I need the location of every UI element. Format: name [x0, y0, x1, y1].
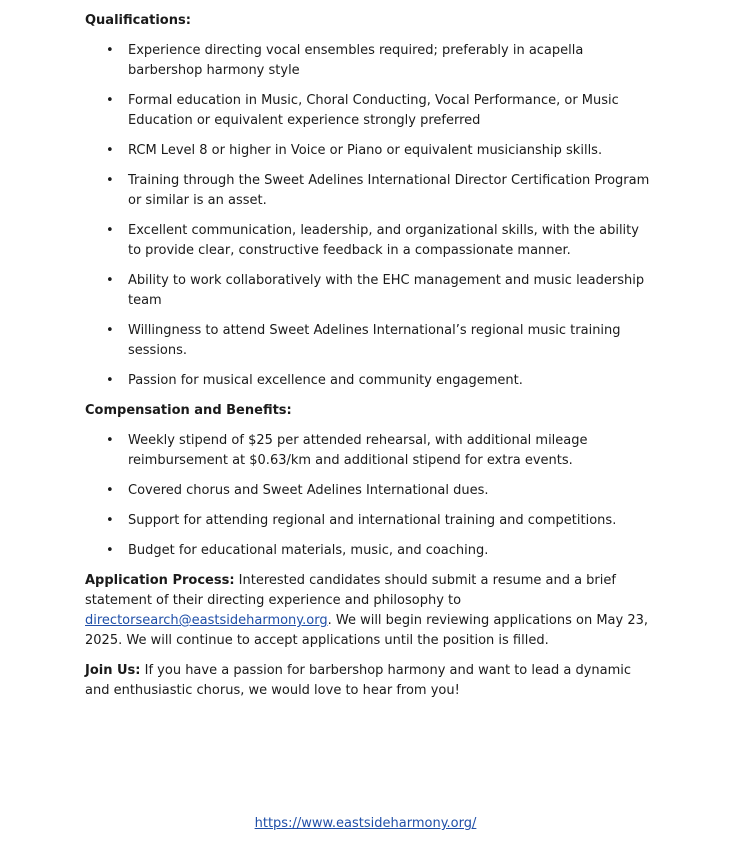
application-paragraph [85, 571, 653, 651]
list-item-text: RCM Level 8 or higher in Voice or Piano or equivalent musicianship skills. [128, 143, 603, 158]
qualifications-list [85, 41, 653, 391]
list-item [85, 481, 653, 501]
bullet-icon: • [106, 43, 114, 58]
list-item-text: Weekly stipend of $25 per attended rehearsal, with additional mileage reimbursement at $0.63/km and additional stipend for extra events. [128, 433, 588, 468]
list-item-text: Covered chorus and Sweet Adelines International dues. [128, 483, 489, 498]
application-text-before: Interested candidates should submit a resume and a brief statement of their directing experience and philosophy to [85, 573, 616, 608]
list-item [85, 321, 653, 361]
list-item [85, 91, 653, 131]
email-link[interactable]: directorsearch@eastsideharmony.org [85, 613, 328, 628]
application-lead: Application Process: [85, 573, 235, 588]
list-item [85, 371, 653, 391]
bullet-icon: • [106, 433, 114, 448]
bullet-icon: • [106, 373, 114, 388]
list-item-text: Formal education in Music, Choral Conducting, Vocal Performance, or Music Education or equivalent experience strongly preferred [128, 93, 619, 128]
list-item-text: Training through the Sweet Adelines International Director Certification Program or similar is an asset. [128, 173, 650, 208]
compensation-list [85, 431, 653, 561]
qualifications-heading: Qualifications: [85, 13, 191, 28]
bullet-icon: • [106, 273, 114, 288]
list-item-text: Willingness to attend Sweet Adelines International’s regional music training sessions. [128, 323, 621, 358]
list-item-text: Support for attending regional and international training and competitions. [128, 513, 617, 528]
join-text: If you have a passion for barbershop harmony and want to lead a dynamic and enthusiastic chorus, we would love to hear from you! [85, 663, 632, 698]
join-paragraph [85, 661, 653, 701]
document-page [85, 11, 653, 711]
bullet-icon: • [106, 483, 114, 498]
list-item [85, 41, 653, 81]
bullet-icon: • [106, 143, 114, 158]
page-footer [0, 814, 731, 834]
bullet-icon: • [106, 543, 114, 558]
list-item-text: Ability to work collaboratively with the EHC management and music leadership team [128, 273, 645, 308]
list-item [85, 511, 653, 531]
list-item [85, 221, 653, 261]
list-item-text: Excellent communication, leadership, and organizational skills, with the ability to provide clear, constructive feedback in a compassionate manner. [128, 223, 639, 258]
list-item-text: Experience directing vocal ensembles required; preferably in acapella barbershop harmony style [128, 43, 584, 78]
compensation-heading: Compensation and Benefits: [85, 403, 292, 418]
list-item [85, 271, 653, 311]
list-item [85, 541, 653, 561]
list-item [85, 141, 653, 161]
join-lead: Join Us: [85, 663, 141, 678]
bullet-icon: • [106, 323, 114, 338]
bullet-icon: • [106, 173, 114, 188]
list-item [85, 171, 653, 211]
bullet-icon: • [106, 223, 114, 238]
bullet-icon: • [106, 93, 114, 108]
application-text-after: . We will begin reviewing applications on May 23, 2025. We will continue to accept applications until the position is filled. [85, 613, 649, 648]
bullet-icon: • [106, 513, 114, 528]
website-link[interactable]: https://www.eastsideharmony.org/ [254, 816, 477, 831]
list-item-text: Passion for musical excellence and community engagement. [128, 373, 523, 388]
list-item [85, 431, 653, 471]
list-item-text: Budget for educational materials, music, and coaching. [128, 543, 489, 558]
